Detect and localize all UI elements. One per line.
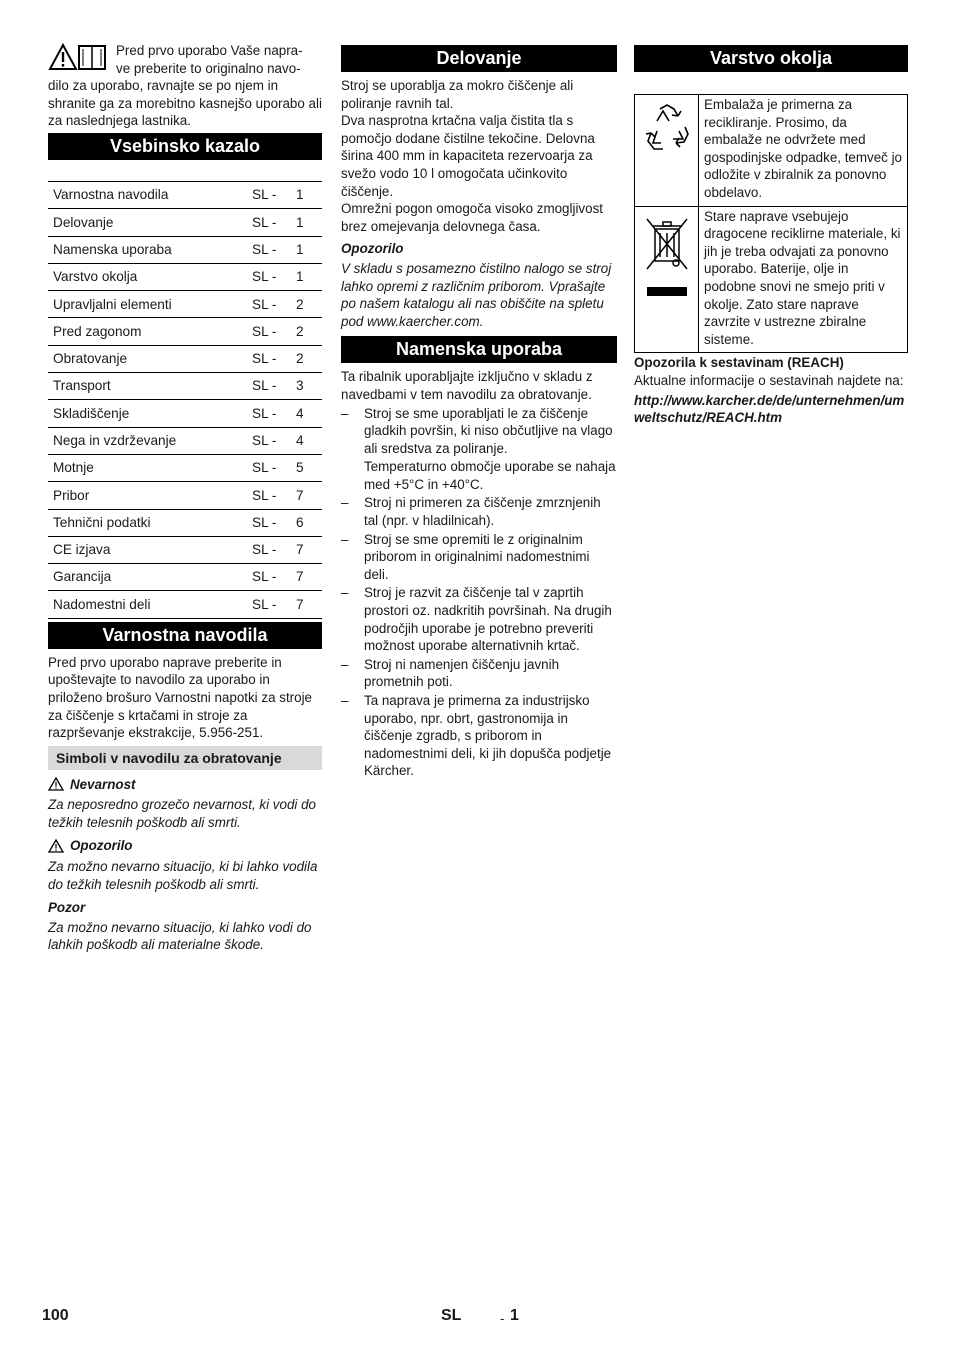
toc-title: Transport — [53, 378, 111, 394]
operation-p1: Stroj se uporablja za mokro čiščenje ali poliranje ravnih tal. — [341, 78, 574, 111]
toc-title: Namenska uporaba — [53, 241, 172, 257]
caution-label: Pozor — [48, 900, 86, 916]
column-left — [48, 42, 322, 954]
operation-heading: Delovanje — [341, 45, 617, 72]
toc-lang: SL - — [252, 241, 277, 257]
temp-note: Temperaturno območje uporabe se nahaja med +5°C in +40°C. — [364, 459, 616, 492]
toc-row[interactable] — [48, 209, 322, 236]
toc-title: Skladiščenje — [53, 405, 130, 421]
environment-table — [634, 94, 908, 353]
toc-lang: SL - — [252, 487, 277, 503]
toc-page: 1 — [296, 187, 304, 203]
column-middle — [341, 45, 617, 780]
footer-lang: SL — [441, 1307, 462, 1324]
toc-row[interactable] — [48, 482, 322, 509]
operation-note-label: Opozorilo — [341, 241, 404, 257]
toc-lang: SL - — [252, 542, 277, 558]
operation-p2: Dva nasprotna krtačna valja čistita tla s pomočjo dodane čistilne tekočine. Delovna širina 400 mm in kapaciteta rezervoarja za svežo vodo 10 l omogočata učinkovito čiščenje. — [341, 113, 595, 199]
warning-text: Za možno nevarno situacijo, ki bi lahko vodila do težkih telesnih poškodb ali smrti. — [48, 859, 318, 892]
toc-title: Nadomestni deli — [53, 596, 151, 612]
toc-page: 1 — [296, 214, 304, 230]
toc-title: Nega in vzdrževanje — [53, 432, 177, 448]
intended-intro: Ta ribalnik uporabljajte izključno v skladu z navedbami v tem navodilu za obratovanje. — [341, 369, 593, 402]
warning-manual-icon — [48, 43, 114, 73]
intended-item: – Ta naprava je primerna za industrijsko uporabo, npr. obrt, gastronomija in čiščenje zgradb, s priborom in nadomestnimi deli, ki jih dopušča podjetje Kärcher. — [341, 692, 617, 780]
toc-row[interactable] — [48, 318, 322, 345]
toc-title: Delovanje — [53, 214, 114, 230]
intended-item: – Stroj se sme uporabljati le za čiščenje gladkih površin, ki niso občutljive na vlago ali sredstva za poliranje. Temperaturno območje uporabe se nahaja med +5°C in +40°C. — [341, 405, 617, 494]
column-right — [634, 45, 908, 427]
toc-lang: SL - — [252, 405, 277, 421]
reach-label: Opozorila k sestavinam (REACH) — [634, 355, 844, 371]
toc-page: 7 — [296, 596, 304, 612]
reach-link[interactable]: http://www.karcher.de/de/unternehmen/umweltschutz/REACH.htm — [634, 392, 905, 426]
toc-lang: SL - — [252, 296, 277, 312]
toc-title: Motnje — [53, 460, 94, 476]
toc-heading: Vsebinsko kazalo — [48, 133, 322, 160]
weee-icon-cell — [635, 206, 699, 353]
devices-text: Stare naprave vsebujejo dragocene reciklirne materiale, ki jih je treba odvajati za ponovno uporabo. Baterije, olje in podobne snovi ne smejo priti v okolje. Zato stare naprave zavrzite v ustrezne zbiralne sisteme. — [699, 206, 908, 353]
toc-page: 7 — [296, 569, 304, 585]
toc-page: 2 — [296, 296, 304, 312]
danger-text: Za neposredno grozečo nevarnost, ki vodi do težkih telesnih poškodb ali smrti. — [48, 797, 316, 830]
footer-section-page: 1 — [510, 1307, 519, 1324]
toc-page: 7 — [296, 542, 304, 558]
toc-row[interactable] — [48, 454, 322, 481]
recycling-icon-cell — [635, 95, 699, 207]
toc-lang: SL - — [252, 514, 277, 530]
toc-lang: SL - — [252, 569, 277, 585]
warning-label-row — [48, 837, 322, 855]
intro-rest: dilo za uporabo, ravnajte se po njem in shranite ga za morebitno kasnejšo uporabo ali za naslednjega lastnika. — [48, 78, 322, 129]
warning-book-icons — [48, 43, 114, 73]
toc-row[interactable] — [48, 427, 322, 454]
toc-row[interactable] — [48, 509, 322, 536]
symbols-heading: Simboli v navodilu za obratovanje — [48, 746, 322, 770]
intended-item: – Stroj je razvit za čiščenje tal v zaprtih prostori oz. nadkritih površinah. Na drugih področjih uporabe je potrebno preveriti možnost uporabe alternativnih krtač. — [341, 584, 617, 654]
toc-row[interactable] — [48, 181, 322, 208]
environment-heading: Varstvo okolja — [634, 45, 908, 72]
toc-title: Garancija — [53, 569, 112, 585]
toc-row[interactable] — [48, 536, 322, 563]
danger-label: Nevarnost — [70, 776, 136, 792]
intended-item: – Stroj ni namenjen čiščenju javnih prometnih poti. — [341, 656, 617, 691]
toc-page: 1 — [296, 269, 304, 285]
operation-p3: Omrežni pogon omogoča visoko zmogljivost brez omejevanja delovnega časa. — [341, 201, 603, 234]
intended-list — [341, 405, 617, 780]
toc-row[interactable] — [48, 400, 322, 427]
danger-label-row — [48, 776, 322, 794]
warning-label: Opozorilo — [70, 838, 133, 854]
toc-page: 2 — [296, 323, 304, 339]
toc-lang: SL - — [252, 269, 277, 285]
toc-row[interactable] — [48, 291, 322, 318]
intended-item: – Stroj ni primeren za čiščenje zmrznjenih tal (npr. v hladilnicah). — [341, 494, 617, 529]
toc-page: 6 — [296, 514, 304, 530]
toc-page: 5 — [296, 460, 304, 476]
packaging-text: Embalaža je primerna za recikliranje. Prosimo, da embalaže ne odvržete med gospodinjske odpadke, temveč jo odložite v zbiralnik za ponovno obdelavo. — [699, 95, 908, 207]
toc-title: Tehnični podatki — [53, 514, 151, 530]
toc-row[interactable] — [48, 345, 322, 372]
warning-triangle-icon — [48, 839, 64, 853]
toc-page: 2 — [296, 351, 304, 367]
operation-note-text: V skladu s posamezno čistilno nalogo se stroj lahko opremi z različnim priborom. Vprašajte po našem katalogu ali nas obiščite na spletu pod www.kaercher.com. — [341, 260, 612, 329]
toc-row[interactable] — [48, 263, 322, 290]
toc-row[interactable] — [48, 564, 322, 591]
page-number: 100 — [42, 1307, 69, 1324]
toc-title: Varnostna navodila — [53, 187, 169, 203]
intended-heading: Namenska uporaba — [341, 336, 617, 363]
toc-lang: SL - — [252, 432, 277, 448]
safety-heading: Varnostna navodila — [48, 622, 322, 649]
toc-page: 7 — [296, 487, 304, 503]
intended-item: – Stroj se sme opremiti le z originalnim priborom in originalnimi nadomestnimi deli. — [341, 531, 617, 584]
devices-row — [635, 206, 908, 353]
recycling-icon — [641, 101, 693, 161]
toc-lang: SL - — [252, 351, 277, 367]
toc-title: CE izjava — [53, 542, 111, 558]
toc-lang: SL - — [252, 323, 277, 339]
toc-lang: SL - — [252, 378, 277, 394]
toc-row[interactable] — [48, 373, 322, 400]
intro-line-2: ve preberite to originalno navo- — [116, 60, 301, 76]
crossed-bin-icon — [641, 213, 693, 303]
toc-title: Pribor — [53, 487, 90, 503]
safety-text: Pred prvo uporabo naprave preberite in upoštevajte to navodilo za uporabo in priloženo brošuro Varnostni napotki za stroje za čiščenje s krtačami in stroje za razprševanje ekstrakcije, 5.956-251. — [48, 654, 312, 741]
toc-lang: SL - — [252, 596, 277, 612]
toc-row[interactable] — [48, 236, 322, 263]
toc-page: 4 — [296, 432, 304, 448]
toc-title: Obratovanje — [53, 351, 128, 367]
toc-title: Pred zagonom — [53, 323, 142, 339]
toc-row[interactable] — [48, 591, 322, 618]
intro-line-1: Pred prvo uporabo Vaše napra- — [116, 43, 303, 58]
toc-table — [48, 181, 322, 619]
intro-note — [48, 42, 322, 130]
toc-title: Upravljalni elementi — [53, 296, 172, 312]
toc-page: 1 — [296, 241, 304, 257]
toc-title: Varstvo okolja — [53, 269, 138, 285]
toc-lang: SL - — [252, 214, 277, 230]
caution-text: Za možno nevarno situacijo, ki lahko vodi do lahkih poškodb ali materialne škode. — [48, 919, 312, 953]
toc-lang: SL - — [252, 460, 277, 476]
toc-page: 3 — [296, 378, 304, 394]
packaging-row — [635, 95, 908, 207]
reach-text: Aktualne informacije o sestavinah najdete na: — [634, 372, 904, 388]
danger-warning-icon — [48, 777, 64, 791]
toc-page: 4 — [296, 405, 304, 421]
toc-lang: SL - — [252, 187, 277, 203]
footer-sep: - — [500, 1311, 505, 1326]
